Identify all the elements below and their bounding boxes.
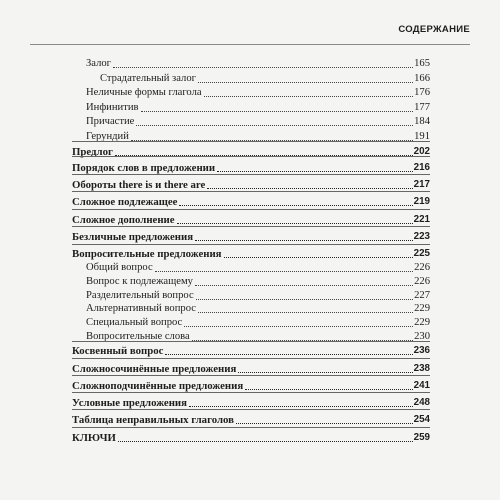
section-divider — [72, 358, 430, 359]
toc-section — [72, 414, 430, 426]
toc-entry-title: Безличные предложения — [72, 231, 194, 243]
dot-leader — [236, 421, 413, 424]
toc-entry-title: КЛЮЧИ — [72, 432, 116, 444]
toc-entry — [86, 58, 430, 70]
toc-entry-title: Порядок слов в предложении — [72, 162, 216, 174]
toc-entry — [86, 262, 430, 274]
toc-entry-title: Вопросительные слова — [86, 331, 190, 342]
dot-leader — [207, 186, 412, 189]
toc-entry-page: 191 — [414, 131, 430, 142]
toc-section — [72, 380, 430, 392]
dot-leader — [204, 94, 414, 97]
toc-entry-title: Инфинитив — [86, 102, 139, 113]
toc-entry-page: 202 — [413, 146, 430, 157]
toc-entry-title: Причастие — [86, 116, 135, 127]
toc-section — [72, 162, 430, 174]
dot-leader — [189, 404, 413, 407]
toc-entry-page: 225 — [413, 248, 430, 259]
dot-leader — [198, 80, 413, 83]
toc-entry-page: 238 — [413, 363, 430, 374]
dot-leader — [224, 255, 413, 258]
toc-entry-page: 184 — [414, 116, 430, 127]
section-divider — [72, 341, 430, 342]
dot-leader — [136, 123, 413, 126]
toc-entry — [86, 303, 430, 315]
section-divider — [72, 375, 430, 376]
toc-entry-title: Вопросительные предложения — [72, 248, 222, 260]
dot-leader — [195, 283, 413, 286]
toc-entry — [86, 276, 430, 288]
dot-leader — [179, 203, 412, 206]
toc-section — [72, 248, 430, 260]
toc-entry-title: Таблица неправильных глаголов — [72, 414, 234, 426]
toc-entry — [100, 73, 430, 85]
toc-entry-page: 176 — [414, 87, 430, 98]
dot-leader — [195, 238, 413, 241]
toc-entry-title: Обороты there is и there are — [72, 179, 206, 191]
section-divider — [72, 141, 430, 142]
section-divider — [72, 156, 430, 157]
toc-section — [72, 432, 430, 444]
toc-entry-page: 230 — [414, 331, 430, 342]
toc-entry-title: Косвенный вопрос — [72, 345, 164, 357]
toc-entry-page: 227 — [414, 290, 430, 301]
toc-entry-page: 165 — [414, 58, 430, 69]
toc-entry-title: Общий вопрос — [86, 262, 153, 273]
toc-entry-page: 241 — [413, 380, 430, 391]
toc-entry — [86, 116, 430, 128]
dot-leader — [141, 109, 414, 112]
toc-entry-page: 219 — [413, 196, 430, 207]
toc-entry — [86, 102, 430, 114]
toc-entry-title: Сложное дополнение — [72, 214, 175, 226]
toc-entry-page: 248 — [413, 397, 430, 408]
toc-section — [72, 214, 430, 226]
section-divider — [72, 244, 430, 245]
dot-leader — [245, 387, 412, 390]
dot-leader — [118, 439, 413, 442]
toc-section — [72, 179, 430, 191]
section-divider — [72, 209, 430, 210]
toc-entry-title: Герундий — [86, 131, 129, 142]
toc-entry-title: Сложносочинённые предложения — [72, 363, 237, 375]
toc-section — [72, 345, 430, 357]
toc-entry-title: Неличные формы глагола — [86, 87, 202, 98]
toc-entry-page: 223 — [413, 231, 430, 242]
toc-entry-title: Залог — [86, 58, 112, 69]
dot-leader — [155, 269, 413, 272]
section-divider — [72, 226, 430, 227]
toc-entry-title: Предлог — [72, 146, 113, 158]
section-divider — [72, 427, 430, 428]
toc-entry-page: 221 — [413, 214, 430, 225]
toc-entry-title: Страдательный залог — [100, 73, 196, 84]
toc-entry-page: 226 — [414, 262, 430, 273]
page-header: СОДЕРЖАНИЕ — [398, 24, 470, 35]
toc-entry — [86, 290, 430, 302]
toc-entry-page: 216 — [413, 162, 430, 173]
dot-leader — [238, 370, 412, 373]
toc-entry-page: 229 — [414, 303, 430, 314]
toc-entry — [86, 87, 430, 99]
toc-entry-title: Специальный вопрос — [86, 317, 183, 328]
toc-entry-title: Условные предложения — [72, 397, 187, 409]
toc-entry-page: 177 — [414, 102, 430, 113]
toc-entry-page: 217 — [413, 179, 430, 190]
toc-section — [72, 363, 430, 375]
toc-entry-page: 226 — [414, 276, 430, 287]
toc-entry-title: Разделительный вопрос — [86, 290, 194, 301]
dot-leader — [196, 297, 413, 300]
section-divider — [72, 191, 430, 192]
toc-entry-page: 229 — [414, 317, 430, 328]
toc-entry-title: Вопрос к подлежащему — [86, 276, 193, 287]
toc-section — [72, 231, 430, 243]
toc-section — [72, 397, 430, 409]
toc-entry-page: 259 — [413, 432, 430, 443]
section-divider — [72, 174, 430, 175]
toc-entry-page: 166 — [414, 73, 430, 84]
dot-leader — [113, 65, 413, 68]
toc-entry-page: 236 — [413, 345, 430, 356]
toc-entry — [86, 317, 430, 329]
toc-entry-title: Альтернативный вопрос — [86, 303, 196, 314]
section-divider — [72, 392, 430, 393]
dot-leader — [198, 310, 413, 313]
toc-entry-title: Сложное подлежащее — [72, 196, 178, 208]
dot-leader — [165, 352, 412, 355]
dot-leader — [177, 221, 413, 224]
toc-entry-page: 254 — [413, 414, 430, 425]
section-divider — [72, 409, 430, 410]
toc-entry-title: Сложноподчинённые предложения — [72, 380, 244, 392]
toc-section — [72, 196, 430, 208]
dot-leader — [184, 324, 413, 327]
dot-leader — [217, 169, 413, 172]
